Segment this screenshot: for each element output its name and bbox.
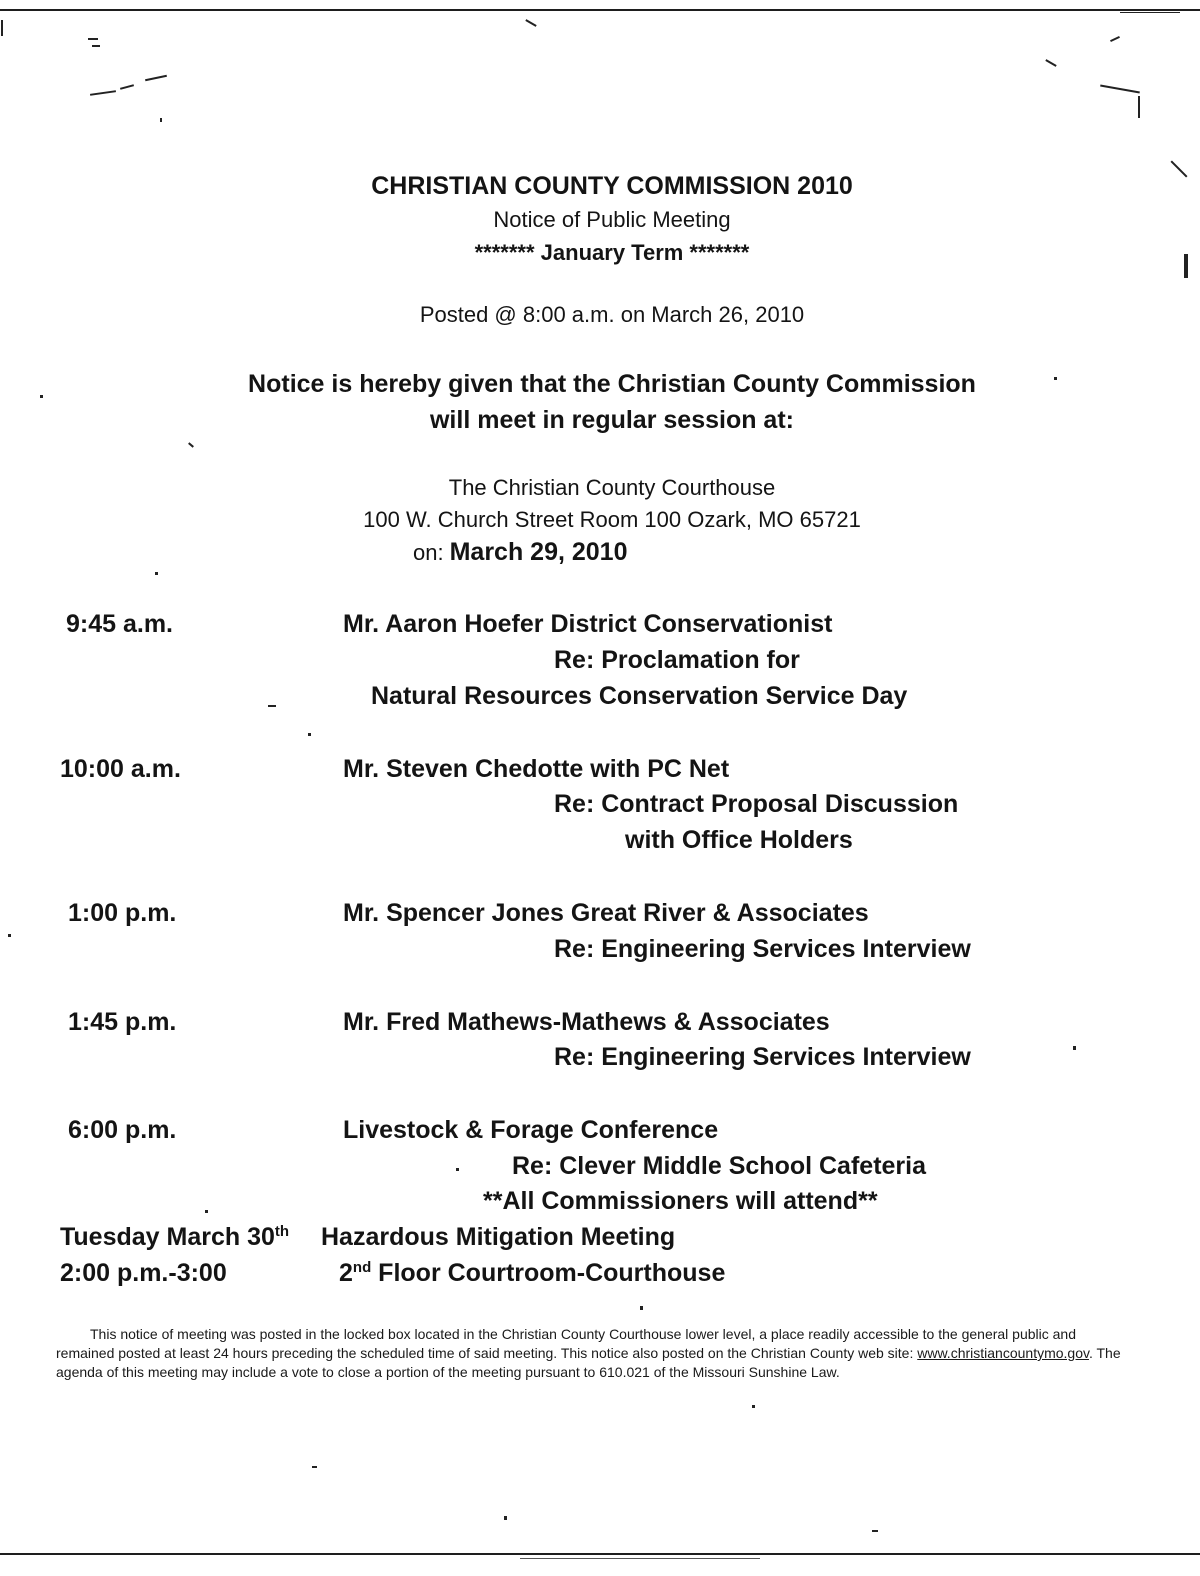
scan-speck [205,1210,208,1213]
meeting-date: March 29, 2010 [449,538,628,566]
location-address: 100 W. Church Street Room 100 Ozark, MO 65721 [363,507,861,532]
scan-speck [872,1530,878,1532]
agenda-line: Re: Contract Proposal Discussion [554,790,959,818]
agenda-time: 1:00 p.m. [68,899,177,927]
scan-speck [1045,59,1056,67]
agenda-line: Mr. Aaron Hoefer District Conservationist [343,610,833,638]
county-website-link[interactable]: www.christiancountymo.gov [917,1345,1089,1361]
page-title: CHRISTIAN COUNTY COMMISSION 2010 [371,172,853,200]
agenda-time: 1:45 p.m. [68,1008,177,1036]
agenda-line: Mr. Spencer Jones Great River & Associates [343,899,869,927]
agenda-line: Natural Resources Conservation Service Day [371,682,908,710]
scan-speck [155,572,158,575]
disclaimer-text-2: . The agenda of this meeting may include a vote to close a portion of the meeting pursuant to 610.021 of the Missouri Sunshine Law. [56,1345,1121,1380]
meeting-date-line [413,538,628,567]
scan-speck [8,934,11,937]
agenda-time: 10:00 a.m. [60,755,181,783]
agenda-time: 9:45 a.m. [66,610,174,638]
scan-speck [268,705,276,707]
scan-speck [312,1466,317,1468]
scan-speck [88,38,98,40]
agenda-time: 6:00 p.m. [68,1116,177,1144]
notice-subtitle: Notice of Public Meeting [493,207,731,232]
page-left-mark [1,20,3,36]
agenda-line: Re: Engineering Services Interview [554,935,971,963]
agenda-line: with Office Holders [625,826,853,854]
agenda-line: Re: Proclamation for [554,646,800,674]
page-top-edge [0,9,1200,11]
scan-speck [504,1516,507,1520]
scan-speck [1073,1046,1076,1050]
intro-line-1: Notice is hereby given that the Christian County Commission [248,370,976,398]
agenda-line: Livestock & Forage Conference [343,1116,719,1144]
on-label: on: [413,540,444,565]
extra-meeting-day [60,1223,289,1252]
extra-meeting-place [339,1259,725,1288]
scan-speck [1138,96,1140,118]
scan-speck [1100,85,1140,94]
posted-line: Posted @ 8:00 a.m. on March 26, 2010 [419,302,805,327]
agenda-line: Mr. Steven Chedotte with PC Net [343,755,730,783]
term-label: ******* January Term ******* [474,240,750,265]
page-bottom-edge-shadow [520,1558,760,1559]
scan-speck [90,90,116,96]
scan-speck [160,118,162,122]
day-ordinal-suffix: th [274,1223,290,1240]
scan-speck [640,1306,643,1310]
posting-disclaimer [56,1325,1136,1382]
agenda-line: Re: Clever Middle School Cafeteria [512,1152,927,1180]
extra-meeting-place-text: Floor Courtroom-Courthouse [371,1259,726,1287]
agenda-line: Mr. Fred Mathews-Mathews & Associates [343,1008,830,1036]
agenda-line: **All Commissioners will attend** [483,1187,878,1215]
page-bottom-edge [0,1553,1200,1555]
scan-speck [1120,12,1180,13]
extra-meeting-title: Hazardous Mitigation Meeting [321,1223,676,1251]
extra-meeting-time: 2:00 p.m.-3:00 [60,1259,227,1287]
scan-speck [456,1168,459,1171]
disclaimer-text-1: This notice of meeting was posted in the locked box located in the Christian County Courthouse lower level, a place readily accessible to the general public and remained posted at least 24 hours preceding the scheduled time of said meeting. This notice also posted on the Christian County web site: [56,1326,1077,1361]
scan-speck [752,1405,755,1408]
agenda-line: Re: Engineering Services Interview [554,1043,971,1071]
scan-speck [120,84,134,90]
location-name: The Christian County Courthouse [448,475,776,500]
scan-speck [308,733,311,736]
extra-meeting-day-text: Tuesday March 30 [60,1223,275,1251]
intro-line-2: will meet in regular session at: [429,406,794,434]
scan-speck [525,19,536,27]
floor-ordinal-suffix: nd [352,1259,372,1276]
scan-speck [92,45,100,47]
scan-speck [145,75,167,82]
scan-speck [1110,36,1120,42]
scan-speck [188,442,194,447]
floor-number: 2 [339,1259,353,1287]
